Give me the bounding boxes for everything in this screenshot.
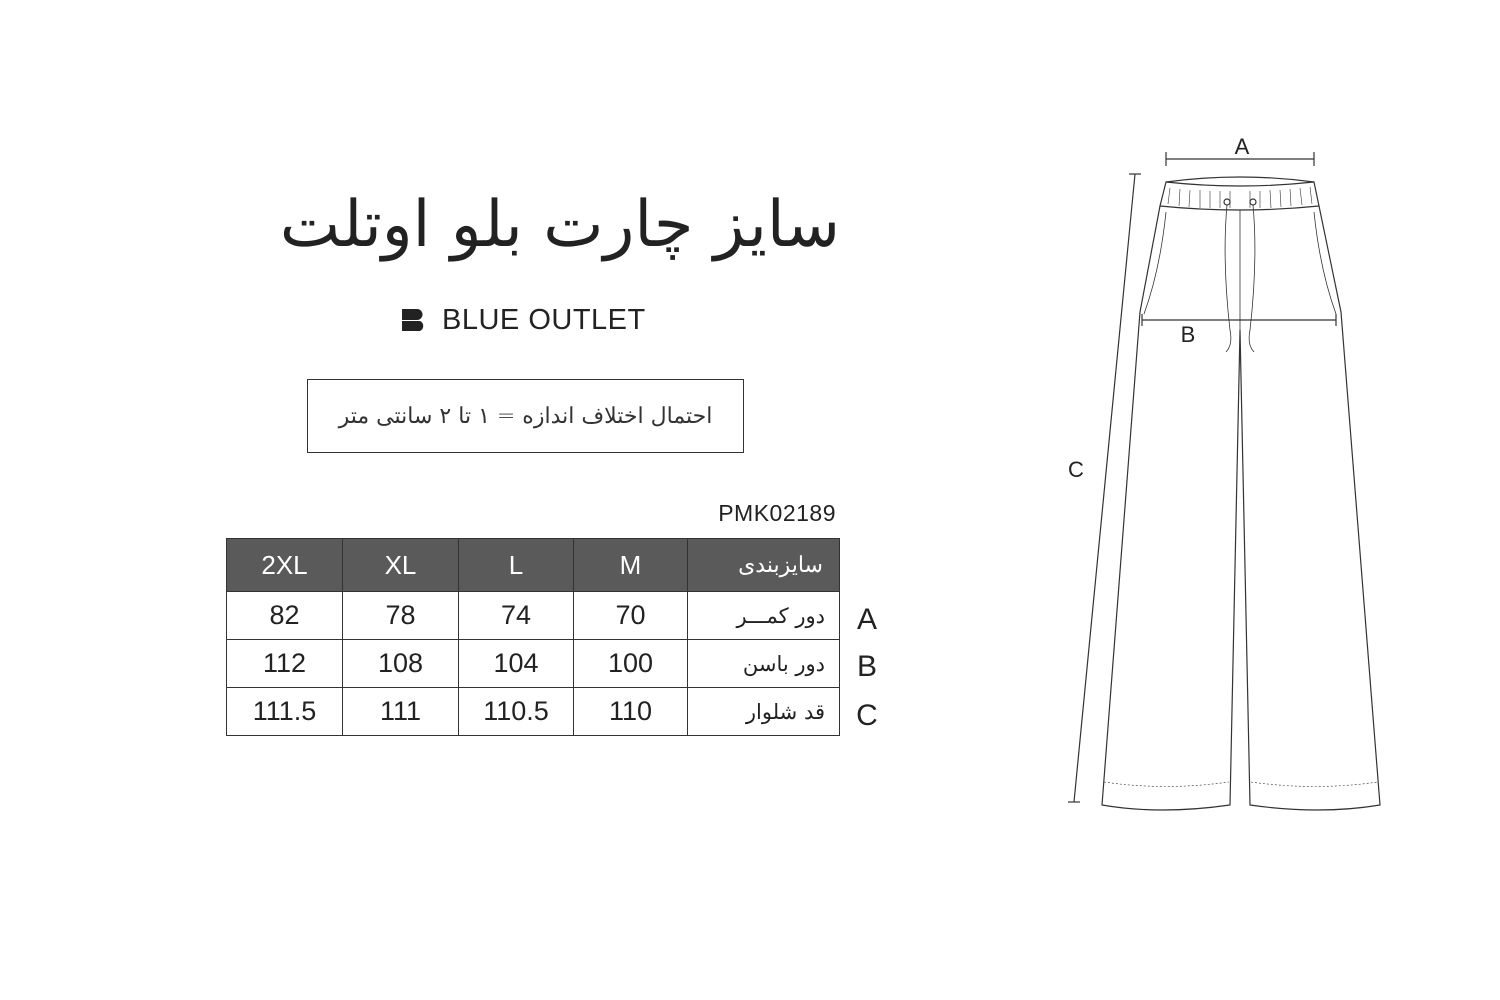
table-cell: 100 — [574, 640, 688, 688]
dimension-label-b: B — [1180, 322, 1196, 347]
table-cell: 111 — [343, 688, 459, 736]
table-cell: 82 — [227, 592, 343, 640]
dimension-label-c: C — [1068, 457, 1084, 482]
page-title: سایز چارت بلو اوتلت — [279, 188, 840, 262]
tolerance-note: احتمال اختلاف اندازه = ۱ تا ۲ سانتی متر — [307, 379, 744, 453]
brand — [400, 300, 646, 340]
size-header-xl: XL — [343, 539, 459, 592]
row-label: قد شلوار — [688, 688, 840, 736]
table-row — [227, 592, 840, 640]
table-cell: 104 — [459, 640, 574, 688]
row-letter-b: B — [856, 650, 877, 683]
size-header-l: L — [459, 539, 574, 592]
table-cell: 110 — [574, 688, 688, 736]
table-row — [227, 688, 840, 736]
table-cell: 108 — [343, 640, 459, 688]
table-header-row — [227, 539, 840, 592]
table-cell: 74 — [459, 592, 574, 640]
brand-logo-icon — [400, 308, 430, 332]
size-header-m: M — [574, 539, 688, 592]
table-row — [227, 640, 840, 688]
table-cell: 112 — [227, 640, 343, 688]
size-header-label: سایزبندی — [688, 539, 840, 592]
product-code: PMK02189 — [718, 500, 836, 526]
row-label: دور باسن — [688, 640, 840, 688]
table-cell: 70 — [574, 592, 688, 640]
size-header-2xl: 2XL — [227, 539, 343, 592]
row-letter-c: C — [856, 699, 878, 732]
table-cell: 78 — [343, 592, 459, 640]
pants-diagram — [1040, 120, 1460, 840]
brand-name: BLUE OUTLET — [442, 303, 646, 336]
row-letter-a: A — [856, 603, 877, 636]
size-table — [226, 538, 840, 736]
row-label: دور کمـــر — [688, 592, 840, 640]
table-cell: 110.5 — [459, 688, 574, 736]
dimension-label-a: A — [1234, 134, 1250, 159]
table-cell: 111.5 — [227, 688, 343, 736]
